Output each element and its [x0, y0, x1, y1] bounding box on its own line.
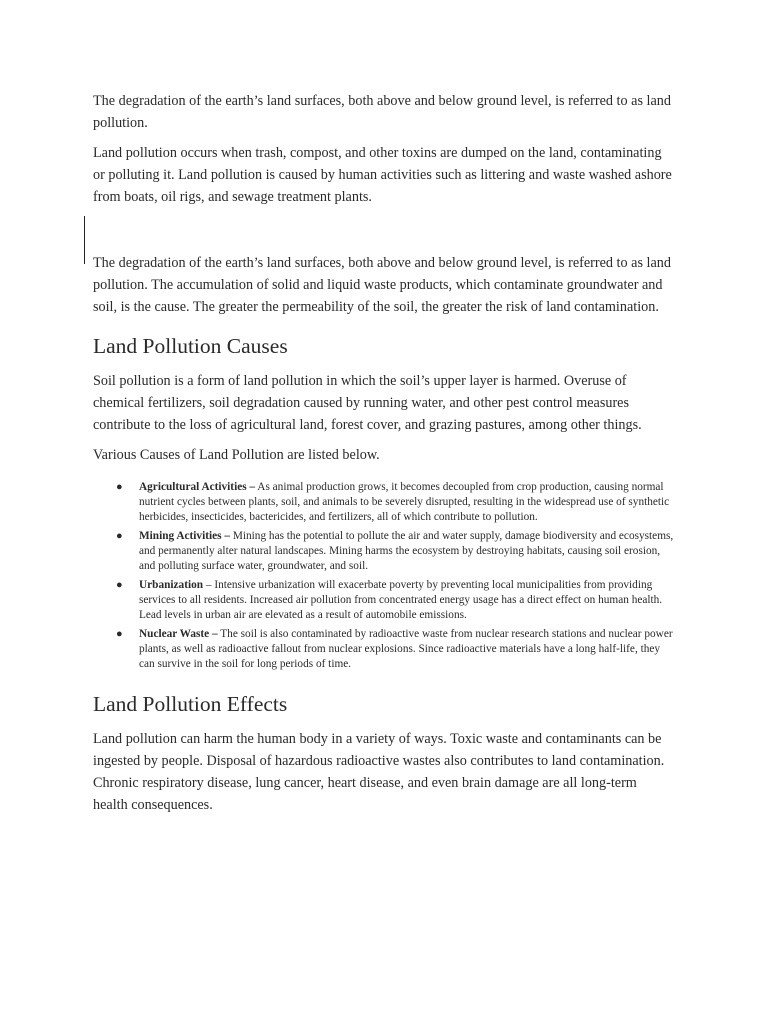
list-item [116, 578, 675, 623]
effects-paragraph-1: Land pollution can harm the human body in a variety of ways. Toxic waste and contaminants can be ingested by people. Disposal of hazardous radioactive wastes also contributes to land contamination. Chronic respiratory disease, lung cancer, heart disease, and even brain damage are all long-term health consequences. [93, 731, 665, 813]
document-page [93, 90, 675, 824]
list-item-text: As animal production grows, it becomes decoupled from crop production, causing normal nutrient cycles between plants, soil, and animals to be severely disrupted, resulting in the widespread use of synthetic herbicides, insecticides, bactericides, and fertilizers, all of which contribute to pollution. [139, 481, 670, 523]
list-item-term: Agricultural Activities – [139, 481, 256, 493]
list-item [116, 627, 675, 672]
list-item-term: Mining Activities – [139, 530, 230, 542]
list-item-text: – Intensive urbanization will exacerbate poverty by preventing local municipalities from providing services to all residents. Increased air pollution from concentrated energy usage has a direct effect on human health. Lead levels in urban air are elevated as a result of automobile emissions. [139, 579, 663, 621]
bullet-icon: ● [116, 530, 123, 542]
list-item-term: Nuclear Waste – [139, 628, 218, 640]
bullet-icon: ● [116, 481, 123, 493]
list-item-text: The soil is also contaminated by radioactive waste from nuclear research stations and nuclear power plants, as well as radioactive fallout from nuclear explosions. Since radioactive materials have a long half-life, they can survive in the soil for long periods of time. [139, 628, 673, 670]
effects-heading: Land Pollution Effects [93, 692, 288, 716]
list-item-term: Urbanization [139, 579, 204, 591]
intro-paragraph-2: Land pollution occurs when trash, compost, and other toxins are dumped on the land, contaminating or polluting it. Land pollution is caused by human activities such as littering and waste washed ashore from boats, oil rigs, and sewage treatment plants. [93, 145, 672, 205]
empty-paragraph[interactable] [93, 216, 675, 264]
text-cursor [84, 216, 85, 264]
list-item-text: Mining has the potential to pollute the air and water supply, damage biodiversity and ecosystems, and permanently alter natural landscapes. Mining harms the ecosystem by destroying habitats, causing soil erosion, and polluting surface water, groundwater, and soil. [139, 530, 674, 572]
causes-paragraph-1: Soil pollution is a form of land pollution in which the soil’s upper layer is harmed. Overuse of chemical fertilizers, soil degradation caused by running water, and other pest control measures contribute to the loss of agricultural land, forest cover, and grazing pastures, among other things. [93, 373, 642, 433]
causes-heading: Land Pollution Causes [93, 334, 288, 358]
list-item [116, 529, 675, 574]
intro-paragraph-1: The degradation of the earth’s land surfaces, both above and below ground level, is referred to as land pollution. [93, 93, 671, 131]
causes-list [93, 480, 675, 672]
bullet-icon: ● [116, 579, 123, 591]
bullet-icon: ● [116, 628, 123, 640]
list-item [116, 480, 675, 525]
causes-paragraph-2: Various Causes of Land Pollution are listed below. [93, 447, 380, 463]
intro-paragraph-3: The degradation of the earth’s land surfaces, both above and below ground level, is referred to as land pollution. The accumulation of solid and liquid waste products, which contaminate groundwater and soil, is the cause. The greater the permeability of the soil, the greater the risk of land contamination. [93, 255, 671, 315]
